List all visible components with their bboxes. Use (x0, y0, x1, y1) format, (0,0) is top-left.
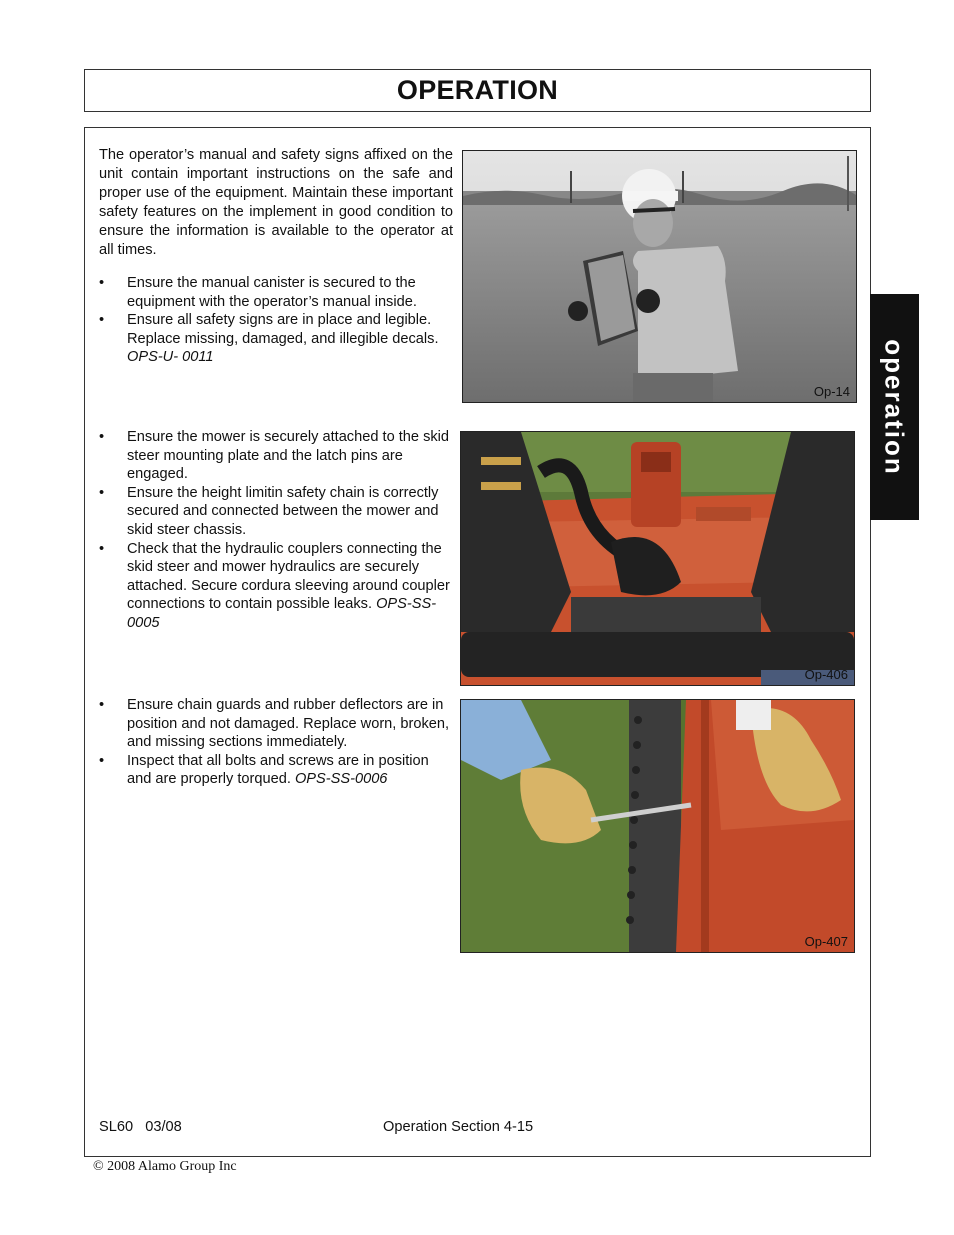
copyright: © 2008 Alamo Group Inc (93, 1159, 237, 1174)
bullet-list-2 (99, 428, 451, 633)
list-item: • Ensure the mower is securely attached to the skid steer mounting plate and the latch pins are engaged. (99, 428, 451, 484)
photo-mower-mounting-plate (460, 431, 855, 686)
list-item: • Ensure all safety signs are in place and legible. Replace missing, damaged, and illegible decals. OPS-U- 0011 (99, 311, 449, 367)
photo-caption: Op-406 (804, 667, 848, 682)
list-item: • Ensure the manual canister is secured to the equipment with the operator’s manual inside. (99, 274, 449, 311)
footer-model-date: SL60 03/08 (99, 1119, 182, 1135)
bullet-list-3 (99, 696, 451, 789)
reference-code: OPS-SS-0005 (127, 596, 437, 631)
bullet-list-1 (99, 274, 449, 367)
reference-code: OPS-SS-0006 (294, 771, 388, 788)
photo-chain-guards-bolts (460, 699, 855, 953)
list-item: • Check that the hydraulic couplers connecting the skid steer and mower hydraulics are securely attached. Secure cordura sleeving around coupler connections to contain possible leaks. OPS-SS-0005 (99, 540, 451, 633)
photo-caption: Op-407 (804, 934, 848, 949)
photo-caption: Op-14 (813, 384, 850, 399)
page-header (84, 69, 871, 112)
footer-page-number: Operation Section 4-15 (383, 1119, 534, 1135)
section-side-tab (870, 294, 919, 520)
list-item: • Ensure the height limitin safety chain is correctly secured and connected between the mower and skid steer chassis. (99, 484, 451, 540)
page-title: OPERATION (396, 75, 559, 105)
list-item: • Ensure chain guards and rubber deflectors are in position and not damaged. Replace worn, broken, and missing sections immediately. (99, 696, 451, 752)
photo-operator-reading-manual (462, 150, 857, 403)
list-item: • Inspect that all bolts and screws are in position and are properly torqued. OPS-SS-0006 (99, 752, 451, 789)
reference-code: OPS-U- 0011 (127, 349, 214, 366)
intro-paragraph: The operator’s manual and safety signs affixed on the unit contain important instructions on the safe and proper use of the equipment. Maintain these important safety features on the implement in good condition to ensure the information is available to the operator at all times. (99, 147, 453, 258)
side-tab-label: operation (880, 338, 911, 476)
